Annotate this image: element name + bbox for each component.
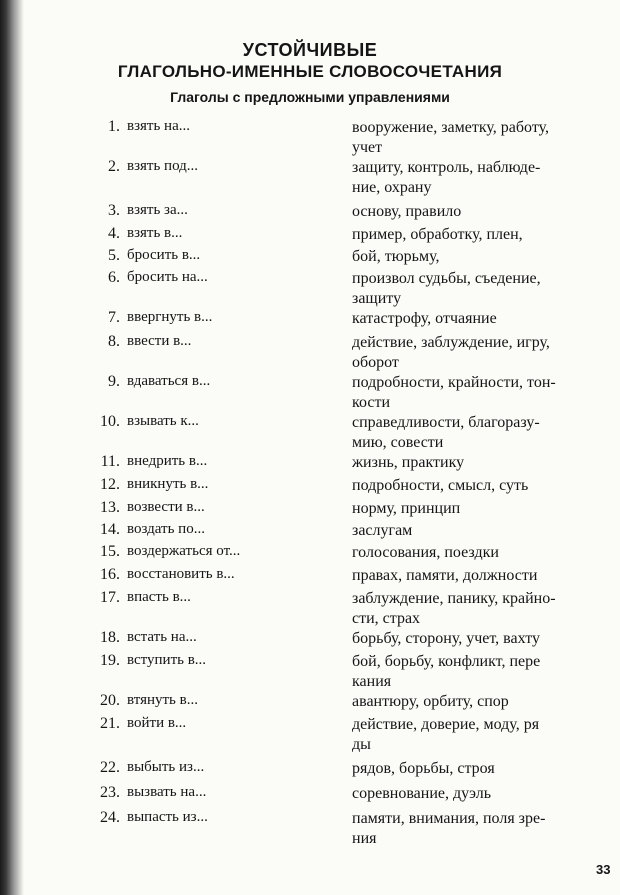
item-verb: выпасть из... <box>127 809 208 825</box>
item-verb: встать на... <box>127 629 197 645</box>
item-verb: вникнуть в... <box>127 476 209 492</box>
item-objects: авантюру, орбиту, спор <box>352 693 509 710</box>
item-objects: жизнь, практику <box>352 454 465 471</box>
item-number: 18. <box>100 629 120 646</box>
item-number: 2. <box>108 158 120 175</box>
item-verb: воздержаться от... <box>127 543 241 559</box>
item-verb: вступить в... <box>127 652 207 668</box>
item-objects: справедливости, благоразу- мию, совести <box>352 414 540 451</box>
section-subtitle: Глаголы с предложными управлениями <box>170 89 450 105</box>
item-verb: ввести в... <box>127 333 192 349</box>
item-number: 12. <box>100 476 120 493</box>
item-number: 6. <box>108 269 120 286</box>
book-binding-shadow <box>0 0 24 895</box>
item-objects: катастрофу, отчаяние <box>352 310 497 327</box>
item-number: 3. <box>108 202 120 219</box>
item-objects: произвол судьбы, съедение, защиту <box>352 270 541 307</box>
item-verb: ввергнуть в... <box>127 309 213 325</box>
item-number: 1. <box>108 118 120 135</box>
item-verb: внедрить в... <box>127 453 208 469</box>
item-objects: голосования, поездки <box>352 544 499 561</box>
item-objects: подробности, крайности, тон- кости <box>352 374 556 411</box>
page-title-line-2: ГЛАГОЛЬНО-ИМЕННЫЕ СЛОВОСОЧЕТАНИЯ <box>117 62 503 81</box>
item-objects: соревнование, дуэль <box>352 785 491 802</box>
page-number: 33 <box>596 862 611 877</box>
item-verb: воздать по... <box>127 521 205 537</box>
item-verb: бросить в... <box>127 247 201 263</box>
item-number: 23. <box>100 784 120 801</box>
item-objects: заслугам <box>352 522 413 539</box>
item-verb: войти в... <box>127 715 187 731</box>
item-number: 13. <box>100 499 120 516</box>
item-number: 19. <box>100 652 120 669</box>
item-verb: втянуть в... <box>127 692 198 708</box>
item-objects: памяти, внимания, поля зре- ния <box>352 810 546 847</box>
item-verb: впасть в... <box>127 589 191 605</box>
item-number: 15. <box>100 543 120 560</box>
item-number: 7. <box>108 309 120 326</box>
item-number: 16. <box>100 566 120 583</box>
item-objects: пример, обработку, плен, <box>352 226 523 243</box>
item-verb: вызвать на... <box>127 784 207 800</box>
item-verb: взять под... <box>127 158 199 174</box>
item-number: 17. <box>100 589 120 606</box>
item-objects: борьбу, сторону, учет, вахту <box>352 630 540 647</box>
item-number: 20. <box>100 692 120 709</box>
item-verb: взять на... <box>127 118 190 134</box>
item-number: 21. <box>100 715 120 732</box>
item-objects: рядов, борьбы, строя <box>352 760 495 777</box>
item-number: 4. <box>108 225 120 242</box>
item-objects: защиту, контроль, наблюде- ние, охрану <box>352 159 541 196</box>
item-number: 5. <box>108 247 120 264</box>
item-verb: выбыть из... <box>127 759 205 775</box>
item-verb: бросить на... <box>127 269 208 285</box>
item-number: 10. <box>100 413 120 430</box>
item-objects: действие, доверие, моду, ря ды <box>352 716 540 753</box>
item-objects: бой, борьбу, конфликт, пере кания <box>352 653 541 690</box>
item-objects: норму, принцип <box>352 500 461 517</box>
item-objects: вооружение, заметку, работу, учет <box>352 119 549 156</box>
item-verb: возвести в... <box>127 499 205 515</box>
item-objects: основу, правило <box>352 203 462 220</box>
item-number: 11. <box>100 453 120 470</box>
item-number: 14. <box>100 521 120 538</box>
item-number: 24. <box>100 809 120 826</box>
item-verb: восстановить в... <box>127 566 235 582</box>
item-objects: правах, памяти, должности <box>352 567 538 584</box>
item-verb: вдаваться в... <box>127 373 211 389</box>
item-number: 8. <box>108 333 120 350</box>
item-objects: бой, тюрьму, <box>352 248 440 265</box>
page-title-line-1: УСТОЙЧИВЫЕ <box>242 40 378 60</box>
item-verb: взывать к... <box>127 413 199 429</box>
item-objects: подробности, смысл, суть <box>352 477 529 494</box>
item-number: 22. <box>100 759 120 776</box>
item-number: 9. <box>108 373 120 390</box>
item-verb: взять за... <box>127 202 188 218</box>
item-objects: действие, заблуждение, игру, оборот <box>352 334 550 371</box>
item-objects: заблуждение, панику, крайно- сти, страх <box>352 590 556 627</box>
item-verb: взять в... <box>127 225 183 241</box>
